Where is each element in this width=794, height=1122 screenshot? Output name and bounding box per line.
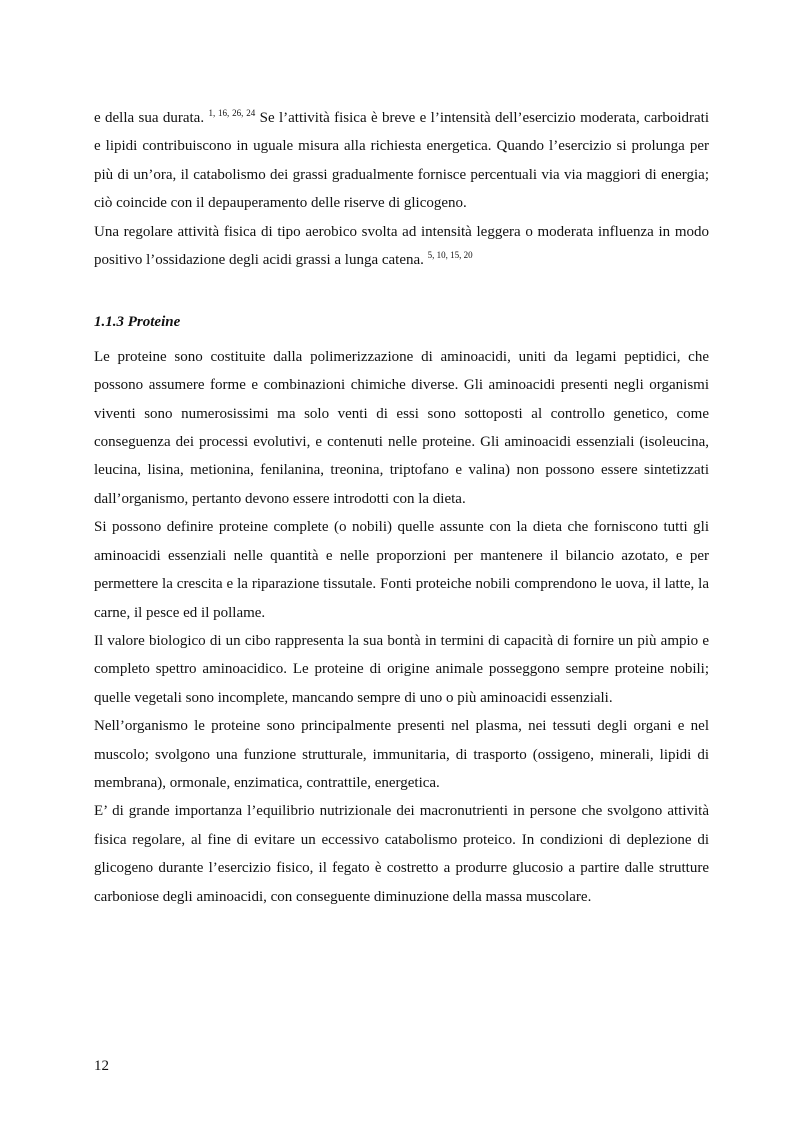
paragraph-text: e della sua durata. xyxy=(94,110,205,126)
page-number: 12 xyxy=(94,1058,109,1074)
paragraph-text: Se l’attività fisica è breve e l’intensità dell’esercizio moderata, carboidrati e lipidi contribuiscono in uguale misura alla richiesta energetica. Quando l’esercizio si prolunga per più di un’ora, il catabolismo dei grassi gradualmente fornisce percentuali via via maggiori di energia; ciò coincide con il depauperamento delle riserve di glicogeno. xyxy=(94,110,710,212)
section-heading: 1.1.3 Proteine xyxy=(94,314,181,331)
paragraph: Le proteine sono costituite dalla polimerizzazione di aminoacidi, uniti da legami peptidici, che possono assumere forme e combinazioni chimiche diverse. Gli aminoacidi presenti negli organismi viventi sono numerosissimi ma solo venti di essi sono sottoposti al controllo genetico, come conseguenza dei processi evolutivi, e contenuti nelle proteine. Gli aminoacidi essenziali (isoleucina, leucina, lisina, metionina, fenilanina, treonina, triptofano e valina) non possono essere sintetizzati dall’organismo, pertanto devono essere introdotti con la dieta. xyxy=(94,348,709,507)
citation: 5, 10, 15, 20 xyxy=(427,250,473,261)
page-body xyxy=(94,104,709,911)
paragraph-text: Una regolare attività fisica di tipo aerobico svolta ad intensità leggera o moderata influenza in modo positivo l’ossidazione degli acidi grassi a lunga catena. xyxy=(94,223,709,269)
citation: 1, 16, 26, 24 xyxy=(208,108,256,118)
paragraph: E’ di grande importanza l’equilibrio nutrizionale dei macronutrienti in persone che svolgono attività fisica regolare, al fine di evitare un eccessivo catabolismo proteico. In condizioni di deplezione di glicogeno durante l’esercizio fisico, il fegato è costretto a produrre glucosio a partire dalle strutture carboniose degli aminoacidi, con conseguente diminuzione della massa muscolare. xyxy=(94,803,709,905)
paragraph: Il valore biologico di un cibo rappresenta la sua bontà in termini di capacità di fornire un più ampio e completo spettro aminoacidico. Le proteine di origine animale posseggono sempre proteine nobili; quelle vegetali sono incomplete, mancando sempre di uno o più aminoacidi essenziali. xyxy=(94,632,709,706)
paragraph: Nell’organismo le proteine sono principalmente presenti nel plasma, nei tessuti degli organi e nel muscolo; svolgono una funzione strutturale, immunitaria, di trasporto (ossigeno, minerali, lipidi di membrana), ormonale, enzimatica, contrattile, energetica. xyxy=(94,718,709,791)
paragraph-intro-1 xyxy=(94,104,709,218)
paragraph: Si possono definire proteine complete (o nobili) quelle assunte con la dieta che forniscono tutti gli aminoacidi essenziali nelle quantità e nelle proporzioni per mantenere il bilancio azotato, e per permettere la crescita e la riparazione tissutale. Fonti proteiche nobili comprendono le uova, il latte, la carne, il pesce ed il pollame. xyxy=(94,519,709,621)
paragraph-intro-2 xyxy=(94,218,709,275)
